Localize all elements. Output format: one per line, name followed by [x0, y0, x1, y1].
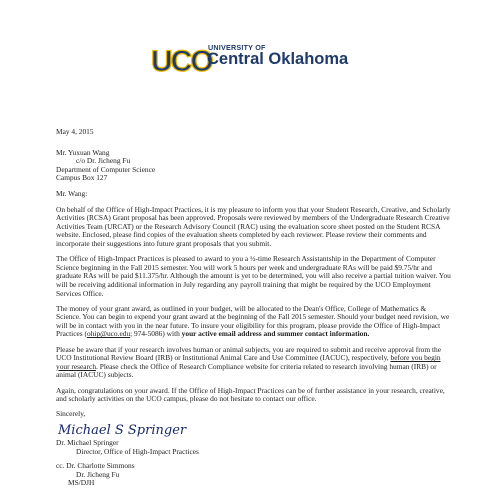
paragraph-compliance [56, 346, 451, 380]
university-name: Central Oklahoma [207, 50, 349, 68]
uco-logo-mark [150, 38, 212, 78]
handwritten-signature [56, 419, 451, 439]
salutation: Mr. Wang: [56, 188, 88, 198]
university-of-text: UNIVERSITY OF [208, 43, 266, 52]
letter-body [56, 128, 451, 495]
paragraph-grant-money-phone: ; 974-5086) with [130, 329, 182, 339]
paragraph-grant-money [56, 305, 451, 339]
letterhead [150, 38, 350, 78]
signature-block [56, 410, 451, 456]
uco-logo [150, 38, 212, 78]
paragraph-grant-money-bold: your active email address and summer contact information. [181, 329, 370, 339]
letter-date: May 4, 2015 [56, 127, 94, 136]
typist-initials: MS/DJH [68, 478, 95, 488]
paragraph-grant-money-text: The money of your grant award, as outlined in your budget, will be allocated to the Dean's Office, College of Mathematics & Science. You can begin to expend your grant award at the beginning of the Fall 2015 semester. Should your budget need revision, we will be in contact with you in the near future. To insure your eligibility for this program, please provide the Office of High-Impact Practices ( [56, 303, 450, 339]
signature-image [56, 417, 196, 439]
signer-title: Director, Office of High-Impact Practices [76, 446, 199, 456]
ohip-email-link[interactable]: ohip@uco.edu [87, 329, 131, 339]
recipient-department: Department of Computer Science [56, 164, 156, 174]
signature-scribble: Michael S Springer [58, 423, 187, 438]
cc-list [56, 462, 451, 479]
closing: Sincerely, [56, 409, 86, 419]
cc-line-2: Dr. Jicheng Fu [76, 469, 120, 479]
signer-name: Dr. Michael Springer [56, 438, 119, 447]
recipient-name: Mr. Yuxuan Wang [56, 147, 110, 157]
svg-text:UCO: UCO [151, 45, 212, 78]
signer-details [56, 439, 451, 456]
cc-line-1: cc. Dr. Charlotte Simmons [56, 461, 135, 471]
paragraph-approval: On behalf of the Office of High-Impact Practices, it is my pleasure to inform you that your Student Research, Creative, and Scholarly Activities (RCSA) Grant proposal has been approved. Proposals were reviewed by members of the Undergraduate Research Creative Activities Team (URCAT) or the Research Advisory Council (RAC) using the evaluation score sheet posted on the Student RCSA website. Enclosed, please find copies of the evaluation sheets completed by each reviewer. Please review their comments and incorporate their suggestions into future grant proposals that you submit. [56, 204, 451, 248]
paragraph-compliance-rest: . Please check the Office of Research Compliance website for criteria related to research involving human (IRB) or animal (IACUC) subjects. [56, 361, 437, 380]
paragraph-congratulations: Again, congratulations on your award. If the Office of High-Impact Practices can be of further assistance in your research, creative, and scholarly activities on the UCO campus, please do not hesitate to contact our office. [56, 385, 445, 404]
recipient-box: Campus Box 127 [56, 173, 108, 183]
paragraph-assistantship: The Office of High-Impact Practices is pleased to award to you a ½-time Research Assistantship in the Department of Computer Science beginning in the Fall 2015 semester. You will work 5 hours per week and undergraduate RAs will be paid $9.75/hr and graduate RAs will be paid $11.375/hr. Although the amount is yet to be determined, you will also receive a partial tuition waiver. You will be receiving additional information in July regarding any payroll training that might be required by the UCO Employment Services Office. [56, 254, 451, 298]
recipient-care-of: c/o Dr. Jicheng Fu [76, 156, 131, 166]
paragraph-compliance-text: Please be aware that if your research involves human or animal subjects, you are required to submit and receive approval from the UCO Institutional Review Board (IRB) or Institutional Animal Care and Use Committee (IACUC), respectively, [56, 344, 441, 363]
recipient-address [56, 149, 451, 183]
paragraph-compliance-underline: before you begin your research [56, 353, 441, 371]
